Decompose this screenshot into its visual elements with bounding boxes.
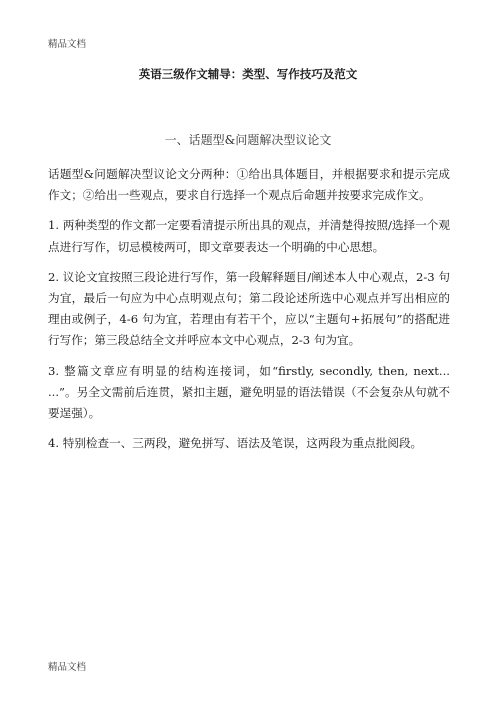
paragraph-point-4: 4. 特别检查一、三两段，避免拼写、语法及笔误，这两段为重点批阅段。 [48,436,423,451]
paragraph-point-2: 2. 议论文宜按照三段论进行写作，第一段解释题目/阐述本人中心观点，2-3 句为宜，最后一句应为中心点明观点句；第二段论述所选中心观点并写出相应的理由或例子，4-6 句为宜，若理由有若干个，应以“主题句+拓展句”的搭配进行写作；第三段总结全文并呼应本文中心观点，2-3 句为宜。 [48,269,450,348]
document-body [48,164,450,463]
paragraph-point-3: 3. 整篇文章应有明显的结构连接词，如“firstly, secondly, then, next... ...”。另全文需前后连贯，紧扣主题，避免明显的语法错误（不会复杂从句就不要逞强）。 [48,363,450,421]
paragraph-point-1: 1. 两种类型的作文都一定要看清提示所出具的观点，并清楚得按照/选择一个观点进行写作，切忌模棱两可，即文章要表达一个明确的中心思想。 [48,218,450,254]
header-watermark: 精品文档 [48,39,87,50]
footer-watermark: 精品文档 [48,662,87,673]
section-heading: 一、话题型&问题解决型议论文 [164,133,332,147]
document-title: 英语三级作文辅导：类型、写作技巧及范文 [138,67,358,81]
paragraph-intro: 话题型&问题解决型议论文分两种：①给出具体题目，并根据要求和提示完成作文；②给出一些观点，要求自行选择一个观点后命题并按要求完成作文。 [48,167,450,203]
